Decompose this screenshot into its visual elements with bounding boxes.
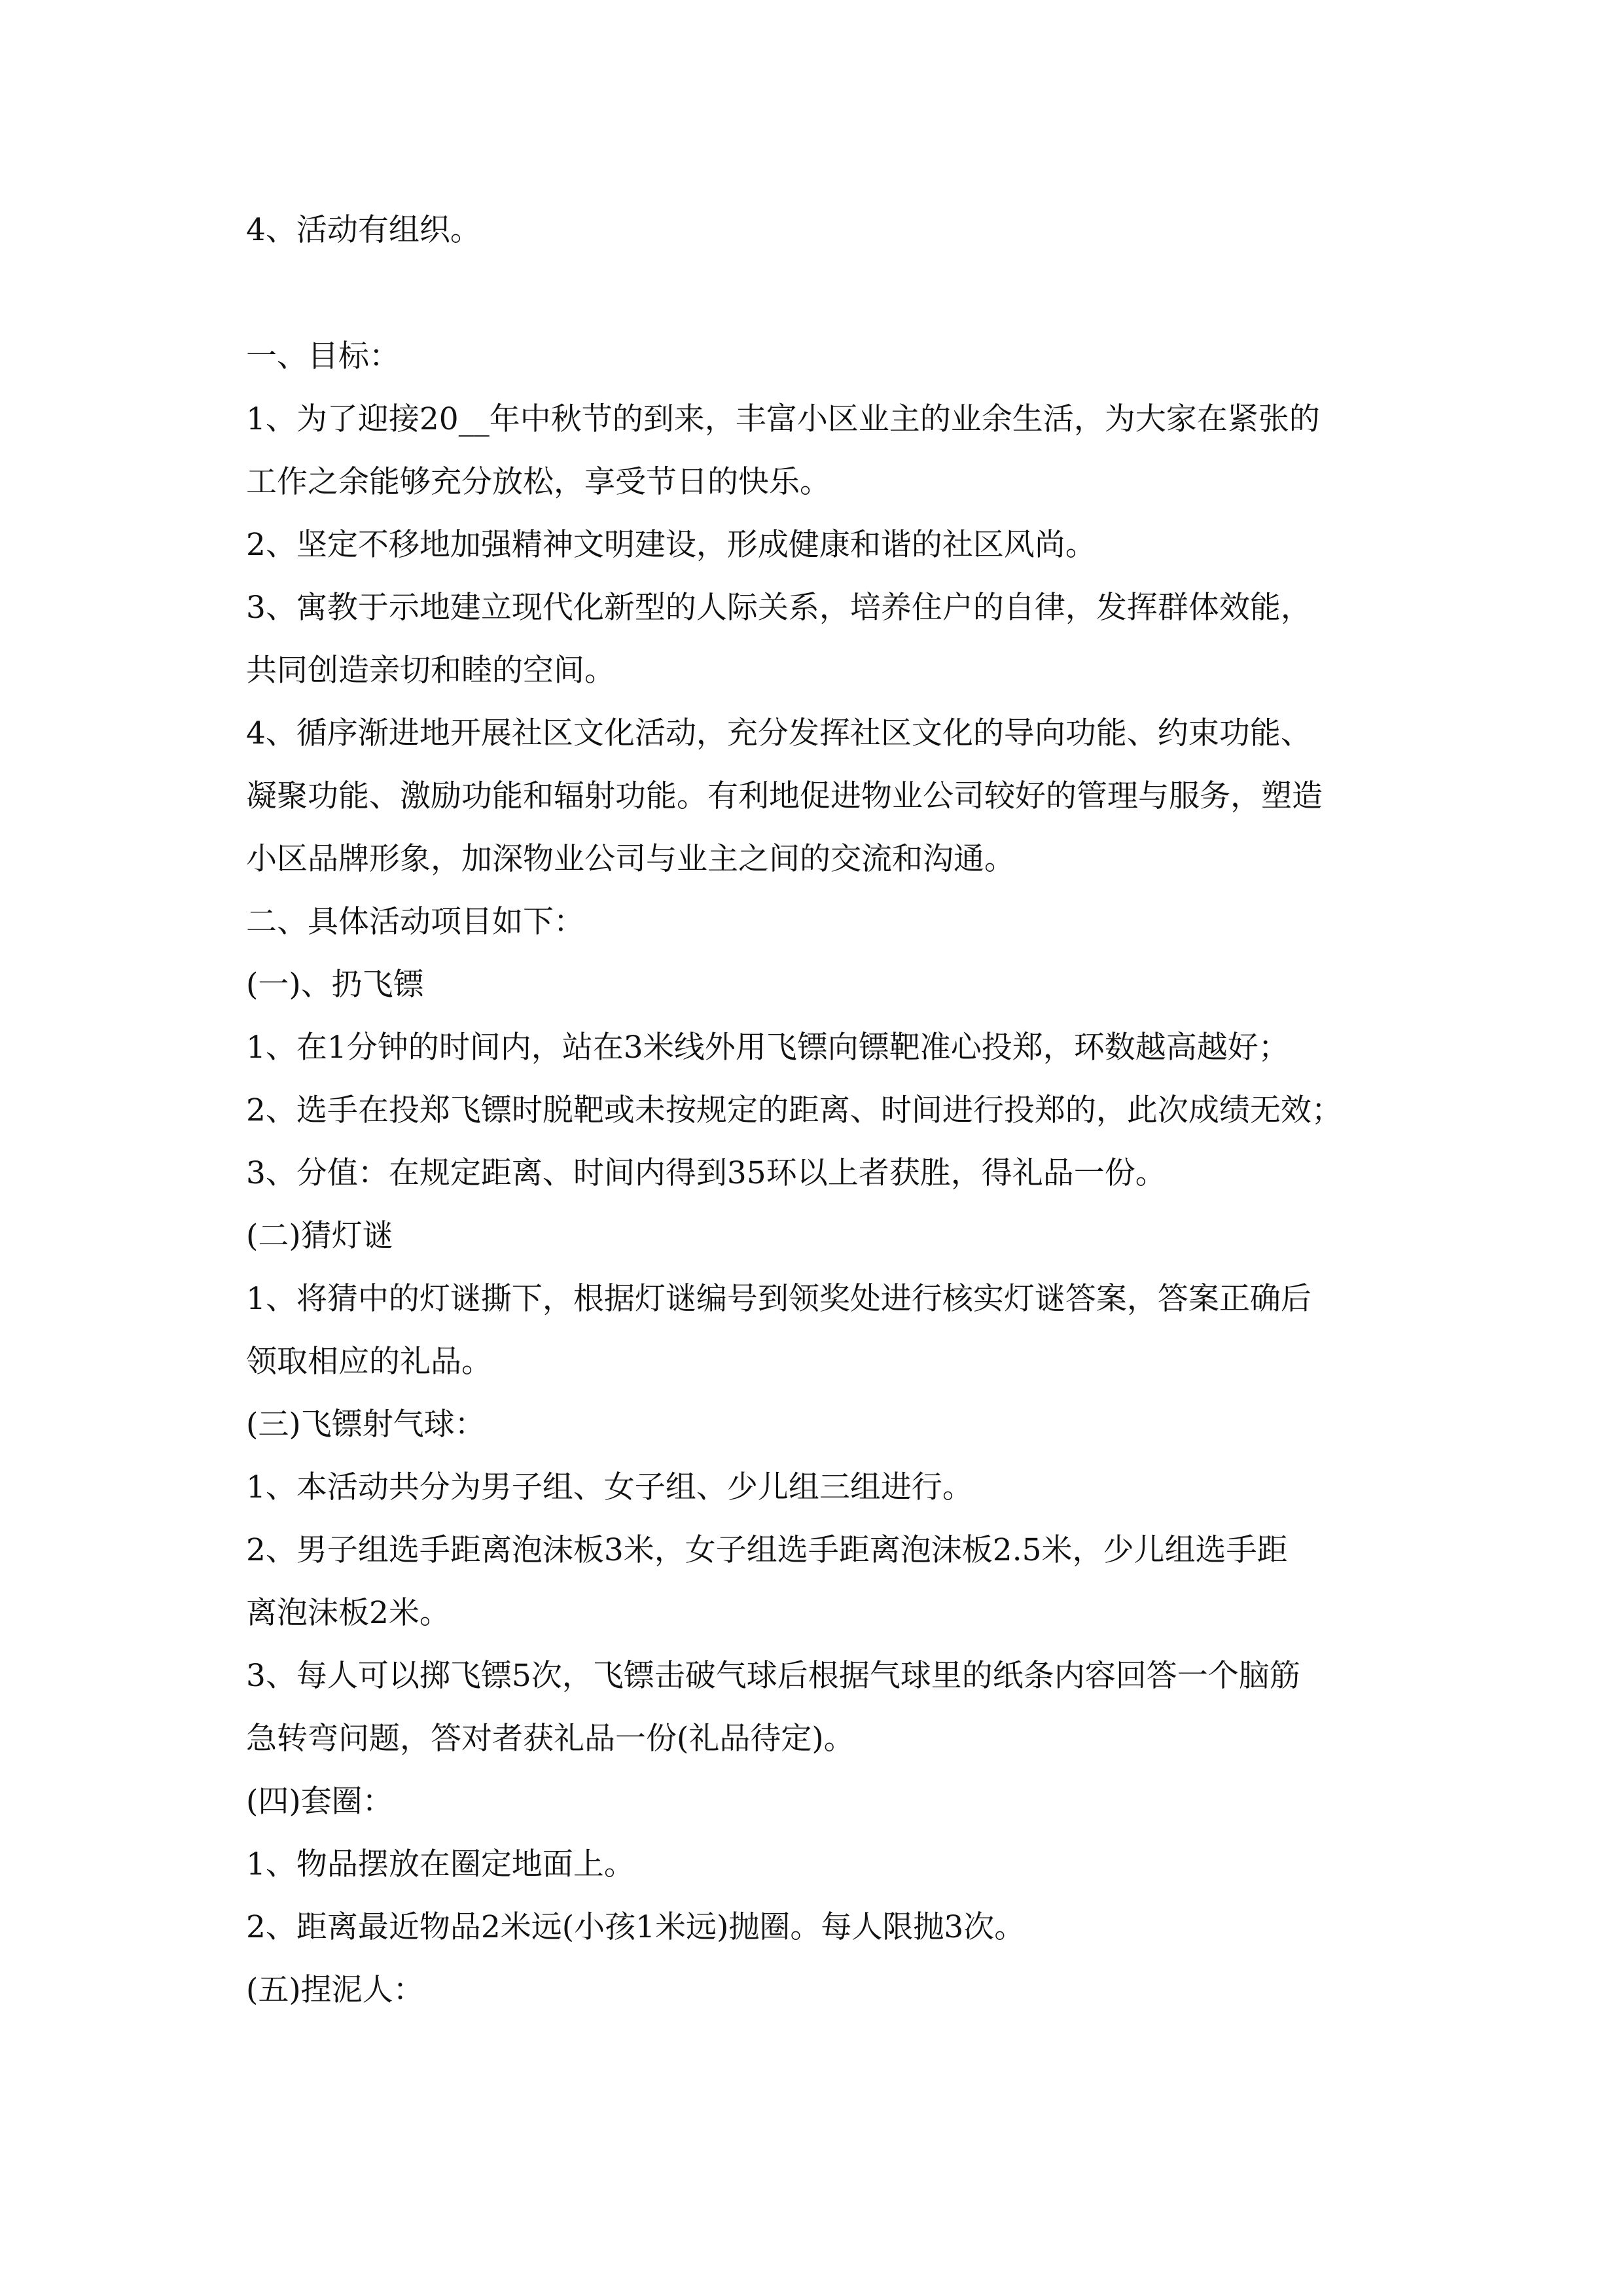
text-line: 小区品牌形象，加深物业公司与业主之间的交流和沟通。 <box>246 841 1015 877</box>
text-line: 3、分值：在规定距离、时间内得到35环以上者获胜，得礼品一份。 <box>246 1155 1166 1191</box>
text-line: 工作之余能够充分放松，享受节日的快乐。 <box>246 464 830 500</box>
text-line: 离泡沫板2米。 <box>246 1595 450 1631</box>
text-line: 1、将猜中的灯谜撕下，根据灯谜编号到领奖处进行核实灯谜答案，答案正确后 <box>246 1281 1311 1317</box>
section-heading-activities: 二、具体活动项目如下： <box>246 904 584 940</box>
text-line: 2、选手在投郑飞镖时脱靶或未按规定的距离、时间进行投郑的，此次成绩无效； <box>246 1092 1342 1128</box>
text-line: 1、在1分钟的时间内，站在3米线外用飞镖向镖靶准心投郑，环数越高越好； <box>246 1030 1289 1066</box>
text-line: 凝聚功能、激励功能和辐射功能。有利地促进物业公司较好的管理与服务，塑造 <box>246 778 1323 814</box>
text-line: 4、活动有组织。 <box>246 212 481 248</box>
subheading-clay-figures: (五)捏泥人： <box>246 1972 424 2008</box>
section-heading-goals: 一、目标： <box>246 338 400 374</box>
text-line: 2、坚定不移地加强精神文明建设，形成健康和谐的社区风尚。 <box>246 527 1096 563</box>
text-line: 1、为了迎接20__年中秋节的到来，丰富小区业主的业余生活，为大家在紧张的 <box>246 401 1320 437</box>
subheading-ring-toss: (四)套圈： <box>246 1784 393 1820</box>
text-line: 3、每人可以掷飞镖5次，飞镖击破气球后根据气球里的纸条内容回答一个脑筋 <box>246 1658 1300 1694</box>
text-line: 4、循序渐进地开展社区文化活动，充分发挥社区文化的导向功能、约束功能、 <box>246 715 1311 751</box>
text-line: 2、男子组选手距离泡沫板3米，女子组选手距离泡沫板2.5米，少儿组选手距 <box>246 1532 1288 1568</box>
body-text <box>246 325 1385 2022</box>
text-line: 共同创造亲切和睦的空间。 <box>246 653 615 689</box>
text-line: 领取相应的礼品。 <box>246 1344 492 1380</box>
subheading-dart-balloons: (三)飞镖射气球： <box>246 1407 486 1443</box>
text-line: 1、本活动共分为男子组、女子组、少儿组三组进行。 <box>246 1469 973 1505</box>
opening-paragraph <box>246 199 1385 262</box>
text-line: 3、寓教于示地建立现代化新型的人际关系，培养住户的自律，发挥群体效能， <box>246 590 1311 626</box>
text-line: 2、距离最近物品2米远(小孩1米远)抛圈。每人限抛3次。 <box>246 1909 1026 1945</box>
text-line: 1、物品摆放在圈定地面上。 <box>246 1846 635 1882</box>
text-line: 急转弯问题，答对者获礼品一份(礼品待定)。 <box>246 1721 855 1757</box>
subheading-darts: (一)、扔飞镖 <box>246 967 424 1003</box>
subheading-lantern-riddles: (二)猜灯谜 <box>246 1218 393 1254</box>
